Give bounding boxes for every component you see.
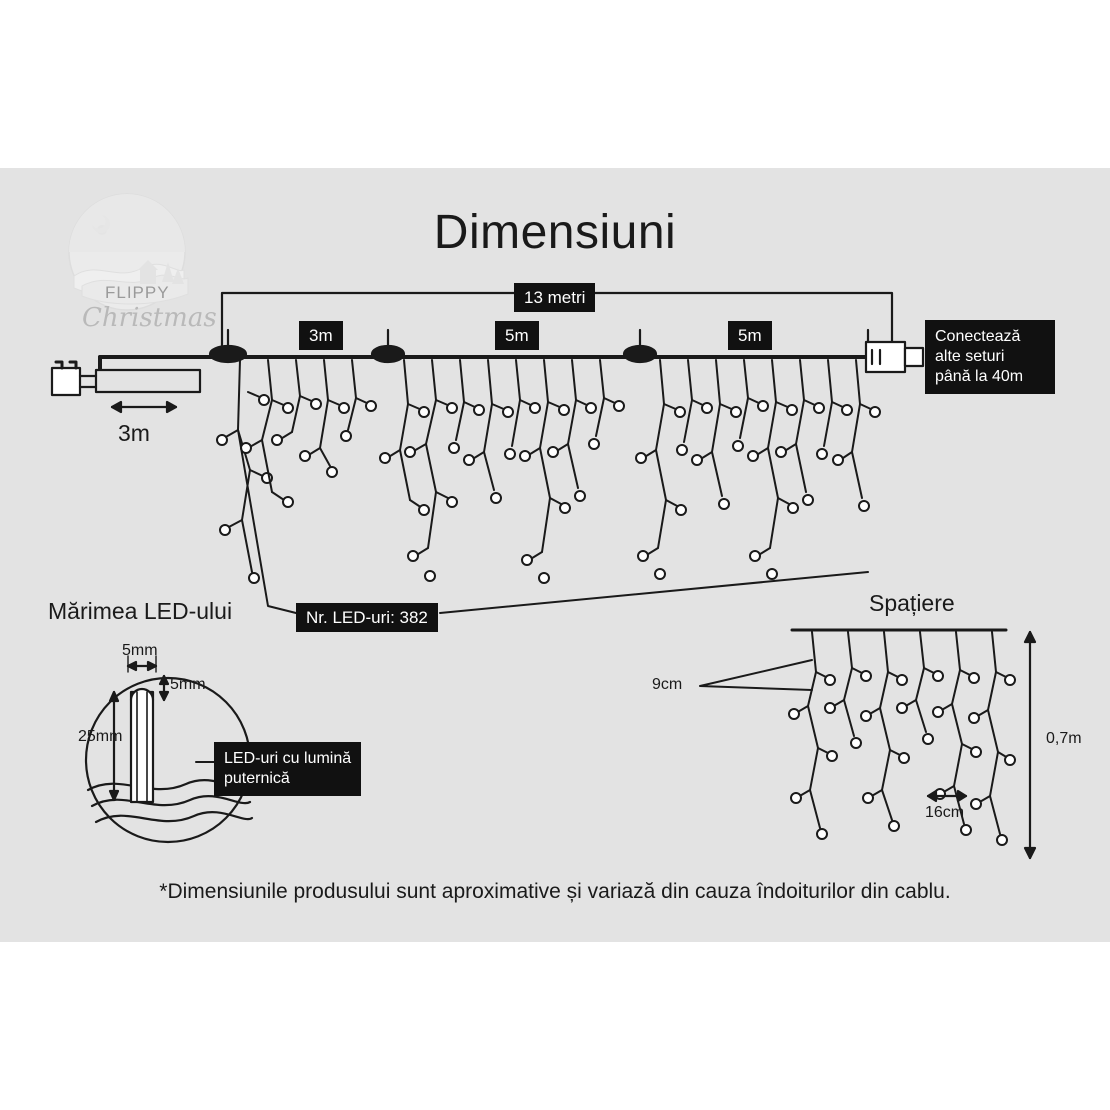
bright-led-line-1: LED-uri cu lumină <box>224 750 352 767</box>
label-total-length: 13 metri <box>514 283 595 312</box>
connect-note-line-3: până la 40m <box>935 368 1024 385</box>
label-spacing-title: Spațiere <box>869 590 955 616</box>
label-led-total-length: 25mm <box>78 728 123 745</box>
connect-note-line-2: alte seturi <box>935 348 1005 365</box>
watermark-text-line1: FLIPPY <box>105 283 170 302</box>
label-segment-3: 5m <box>728 321 772 350</box>
bright-led-line-2: puternică <box>224 770 290 787</box>
label-spacing-between: 16cm <box>925 804 965 821</box>
page-title: Dimensiuni <box>433 206 677 259</box>
label-segment-2: 5m <box>495 321 539 350</box>
label-drop-height: 0,7m <box>1046 730 1082 747</box>
watermark-text-line2: Christmas <box>82 303 217 333</box>
label-segment-1: 3m <box>299 321 343 350</box>
label-led-size-title: Mărimea LED-ului <box>48 598 233 624</box>
connect-note-line-1: Conectează <box>935 328 1021 345</box>
label-connect-note <box>925 320 1055 394</box>
label-led-head-height: 5mm <box>170 676 206 693</box>
label-led-width: 5mm <box>122 642 158 659</box>
footnote: *Dimensiunile produsului sunt aproximative și variază din cauza îndoiturilor din cablu. <box>159 880 951 903</box>
label-lead-cable: 3m <box>118 420 150 446</box>
label-spacing-drop-gap: 9cm <box>652 676 683 693</box>
label-bright-led <box>214 742 361 796</box>
label-led-count: Nr. LED-uri: 382 <box>296 603 438 632</box>
